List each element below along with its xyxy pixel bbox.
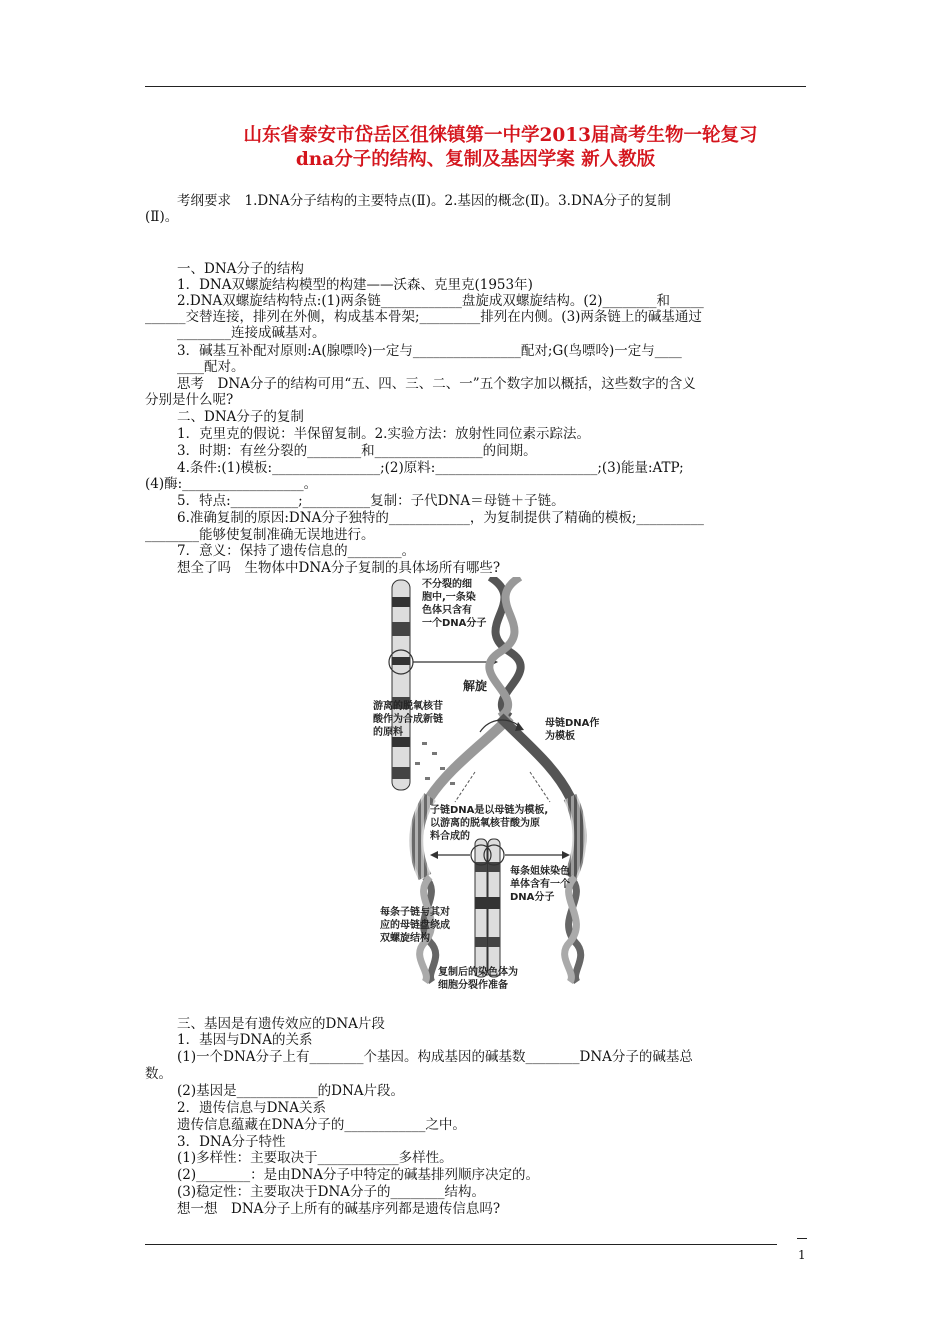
figure-label: 单体含有一个	[510, 879, 570, 890]
text-line: (2)基因是____________的DNA片段。	[177, 1083, 405, 1099]
figure-label: 游离的脱氧核苷	[373, 701, 443, 712]
text-line: 数。	[145, 1066, 172, 1082]
text-line: 1．克里克的假说：半保留复制。2.实验方法：放射性同位素示踪法。	[177, 426, 590, 442]
text-line: 3．时期：有丝分裂的________和________________的间期。	[177, 443, 537, 459]
think-question: 思考 DNA分子的结构可用“五、四、三、二、一”五个数字加以概括，这些数字的含义	[177, 376, 696, 392]
syllabus-requirements: 考纲要求 1.DNA分子结构的主要特点(Ⅱ)。2.基因的概念(Ⅱ)。3.DNA分子的复制	[177, 193, 671, 209]
text-line: (1)多样性：主要取决于____________多样性。	[177, 1150, 453, 1166]
figure-label: 胞中,一条染	[422, 592, 476, 603]
document-title-line2: dna分子的结构、复制及基因学案 新人教版	[295, 149, 656, 170]
figure-label: 子链DNA是以母链为模板,	[430, 805, 549, 816]
text-line: 1．基因与DNA的关系	[177, 1032, 313, 1048]
text-line: 遗传信息蕴藏在DNA分子的____________之中。	[177, 1117, 466, 1133]
text-line: 3．碱基互补配对原则:A(腺嘌呤)一定与________________配对;G(鸟嘌呤)一定与____	[177, 343, 682, 359]
think-more-question: 想一想 DNA分子上所有的碱基序列都是遗传信息吗?	[177, 1201, 501, 1217]
figure-label: 料合成的	[430, 831, 470, 842]
section-heading-gene: 三、基因是有遗传效应的DNA片段	[177, 1016, 385, 1032]
figure-label: 以游离的脱氧核苷酸为原	[430, 818, 540, 829]
text-line: ________连接成碱基对。	[177, 325, 326, 341]
figure-label: 细胞分裂作准备	[438, 980, 508, 991]
text-line: 5．特点:__________;__________复制：子代DNA＝母链＋子链。	[177, 493, 565, 509]
section-heading-replication: 二、DNA分子的复制	[177, 409, 304, 425]
dna-replication-figure	[370, 577, 620, 995]
figure-label: 应的母链盘绕成	[380, 920, 450, 931]
figure-label: 酸作为合成新链	[373, 714, 443, 725]
text-line: (4)酶:__________________。	[145, 476, 318, 492]
text-line: 2．遗传信息与DNA关系	[177, 1100, 326, 1116]
document-title-line1: 山东省泰安市岱岳区徂徕镇第一中学2013届高考生物一轮复习	[243, 125, 758, 146]
text-line: ____配对。	[177, 359, 245, 375]
text-line: (Ⅱ)。	[145, 209, 179, 225]
footer-rule	[145, 1244, 777, 1245]
text-line: (1)一个DNA分子上有________个基因。构成基因的碱基数________DNA分子的碱基总	[177, 1049, 693, 1065]
figure-label: 的原料	[373, 727, 403, 738]
figure-label: DNA分子	[510, 892, 555, 903]
text-line: ________能够使复制准确无误地进行。	[145, 527, 375, 543]
figure-label-unwind: 解旋	[463, 679, 488, 693]
header-rule	[145, 86, 806, 87]
text-line: 2.DNA双螺旋结构特点:(1)两条链____________盘旋成双螺旋结构。(2)________和_____	[177, 293, 704, 309]
text-line: (3)稳定性：主要取决于DNA分子的________结构。	[177, 1184, 486, 1200]
text-line: 4.条件:(1)模板:________________;(2)原料:________________________;(3)能量:ATP;	[177, 460, 684, 476]
page-number: 1	[798, 1248, 806, 1262]
figure-label: 不分裂的细	[422, 579, 472, 590]
text-line: 分别是什么呢?	[145, 392, 234, 408]
text-line: ______交替连接，排列在外侧，构成基本骨架;_________排列在内侧。(3)两条链上的碱基通过	[145, 309, 702, 325]
figure-label: 一个DNA分子	[422, 618, 487, 629]
figure-label: 母链DNA作	[545, 718, 600, 729]
section-heading-structure: 一、DNA分子的结构	[177, 261, 304, 277]
think-all-question: 想全了吗 生物体中DNA分子复制的具体场所有哪些?	[177, 560, 501, 576]
text-line: 6.准确复制的原因:DNA分子独特的____________，为复制提供了精确的模板;__________	[177, 510, 704, 526]
figure-label: 复制后的染色体为	[438, 967, 518, 978]
figure-label: 色体只含有	[422, 605, 472, 616]
figure-label: 双螺旋结构	[380, 933, 430, 944]
text-line: 3．DNA分子特性	[177, 1134, 286, 1150]
page-number-mark	[797, 1238, 807, 1239]
text-line: 1．DNA双螺旋结构模型的构建——沃森、克里克(1953年)	[177, 277, 533, 293]
figure-label: 每条子链与其对	[380, 907, 450, 918]
text-line: 7．意义：保持了遗传信息的________。	[177, 543, 416, 559]
figure-label: 为模板	[545, 731, 575, 742]
text-line: (2)________：是由DNA分子中特定的碱基排列顺序决定的。	[177, 1167, 540, 1183]
figure-label: 每条姐妹染色	[510, 866, 570, 877]
